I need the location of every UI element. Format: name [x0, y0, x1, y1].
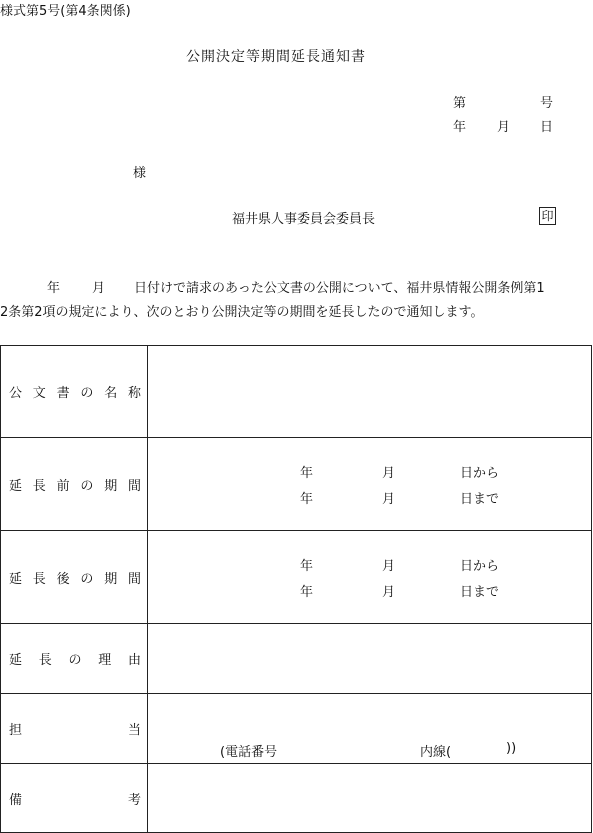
value-extension-reason[interactable] — [148, 624, 592, 694]
extension-close: )) — [506, 741, 517, 756]
label-char: 由 — [127, 653, 141, 668]
label-person-in-charge — [1, 694, 148, 764]
body-month: 月 — [92, 281, 106, 296]
period-from-suffix: 日から — [460, 466, 500, 481]
label-document-name — [1, 346, 148, 438]
value-person-in-charge[interactable] — [148, 694, 592, 764]
date-day-label: 日 — [540, 120, 554, 135]
label-char: 書 — [56, 386, 70, 401]
body-line-2: 2条第2項の規定により、次のとおり公開決定等の期間を延長したので通知します。 — [0, 305, 484, 320]
label-char: 延 — [9, 478, 23, 494]
label-char: 長 — [32, 478, 46, 494]
period-month: 月 — [382, 559, 396, 574]
phone-label: (電話番号 — [220, 745, 278, 760]
sender-name: 福井県人事委員会委員長 — [232, 212, 376, 227]
period-to-suffix: 日まで — [460, 492, 500, 507]
period-to-suffix: 日まで — [460, 585, 500, 600]
period-month: 月 — [382, 492, 396, 507]
addressee-suffix: 様 — [133, 166, 147, 181]
date-year-label: 年 — [453, 120, 467, 135]
label-char: の — [80, 478, 94, 494]
label-char: 備 — [9, 792, 23, 808]
label-chars — [1, 789, 147, 808]
period-month: 月 — [382, 466, 396, 481]
label-char: 前 — [56, 478, 70, 494]
label-chars — [1, 475, 147, 494]
date-month-label: 月 — [497, 120, 511, 135]
body-line-1-text: 日付けで請求のあった公文書の公開について、福井県情報公開条例第1 — [134, 281, 545, 296]
label-extension-reason — [1, 624, 148, 694]
value-remarks[interactable] — [148, 764, 592, 833]
label-period-after — [1, 531, 148, 624]
label-char: 名 — [104, 386, 118, 401]
label-chars — [1, 568, 147, 587]
label-char: 間 — [127, 478, 141, 494]
label-char: 後 — [56, 571, 70, 587]
value-period-before[interactable] — [148, 438, 592, 531]
label-chars — [1, 649, 147, 668]
label-char: 延 — [9, 653, 23, 668]
label-char: 当 — [127, 723, 141, 738]
label-char: 公 — [9, 386, 23, 401]
period-from-suffix: 日から — [460, 559, 500, 574]
table-row — [1, 624, 592, 694]
form-number: 様式第5号(第4条関係) — [0, 4, 131, 19]
label-chars — [1, 382, 147, 401]
label-char: 理 — [98, 653, 112, 668]
period-year: 年 — [300, 466, 314, 481]
table-row — [1, 531, 592, 624]
period-from-line — [148, 551, 591, 577]
label-char: 称 — [127, 386, 141, 401]
value-period-after[interactable] — [148, 531, 592, 624]
label-char: 考 — [127, 792, 141, 808]
label-char: の — [68, 653, 82, 668]
extension-label: 内線( — [420, 745, 452, 760]
label-char: の — [80, 386, 94, 401]
body-year: 年 — [47, 281, 61, 296]
label-remarks — [1, 764, 148, 833]
table-row — [1, 764, 592, 833]
period-year: 年 — [300, 559, 314, 574]
label-char: 長 — [38, 653, 52, 668]
label-char: 間 — [127, 571, 141, 587]
document-number-suffix: 号 — [540, 96, 554, 111]
period-year: 年 — [300, 585, 314, 600]
label-char: 延 — [9, 571, 23, 587]
label-period-before — [1, 438, 148, 531]
label-char: 担 — [9, 723, 23, 738]
form-table — [0, 345, 592, 833]
label-char: 期 — [104, 478, 118, 494]
label-chars — [1, 719, 147, 738]
period-to-line — [148, 577, 591, 603]
document-number-prefix: 第 — [453, 96, 467, 111]
period-year: 年 — [300, 492, 314, 507]
label-char: 文 — [32, 386, 46, 401]
period-month: 月 — [382, 585, 396, 600]
seal-stamp: 印 — [539, 207, 556, 225]
document-title: 公開決定等期間延長通知書 — [186, 49, 366, 65]
period-to-line — [148, 484, 591, 510]
period-from-line — [148, 458, 591, 484]
label-char: の — [80, 571, 94, 587]
table-row — [1, 346, 592, 438]
table-row — [1, 694, 592, 764]
value-document-name[interactable] — [148, 346, 592, 438]
label-char: 長 — [32, 571, 46, 587]
label-char: 期 — [104, 571, 118, 587]
table-row — [1, 438, 592, 531]
